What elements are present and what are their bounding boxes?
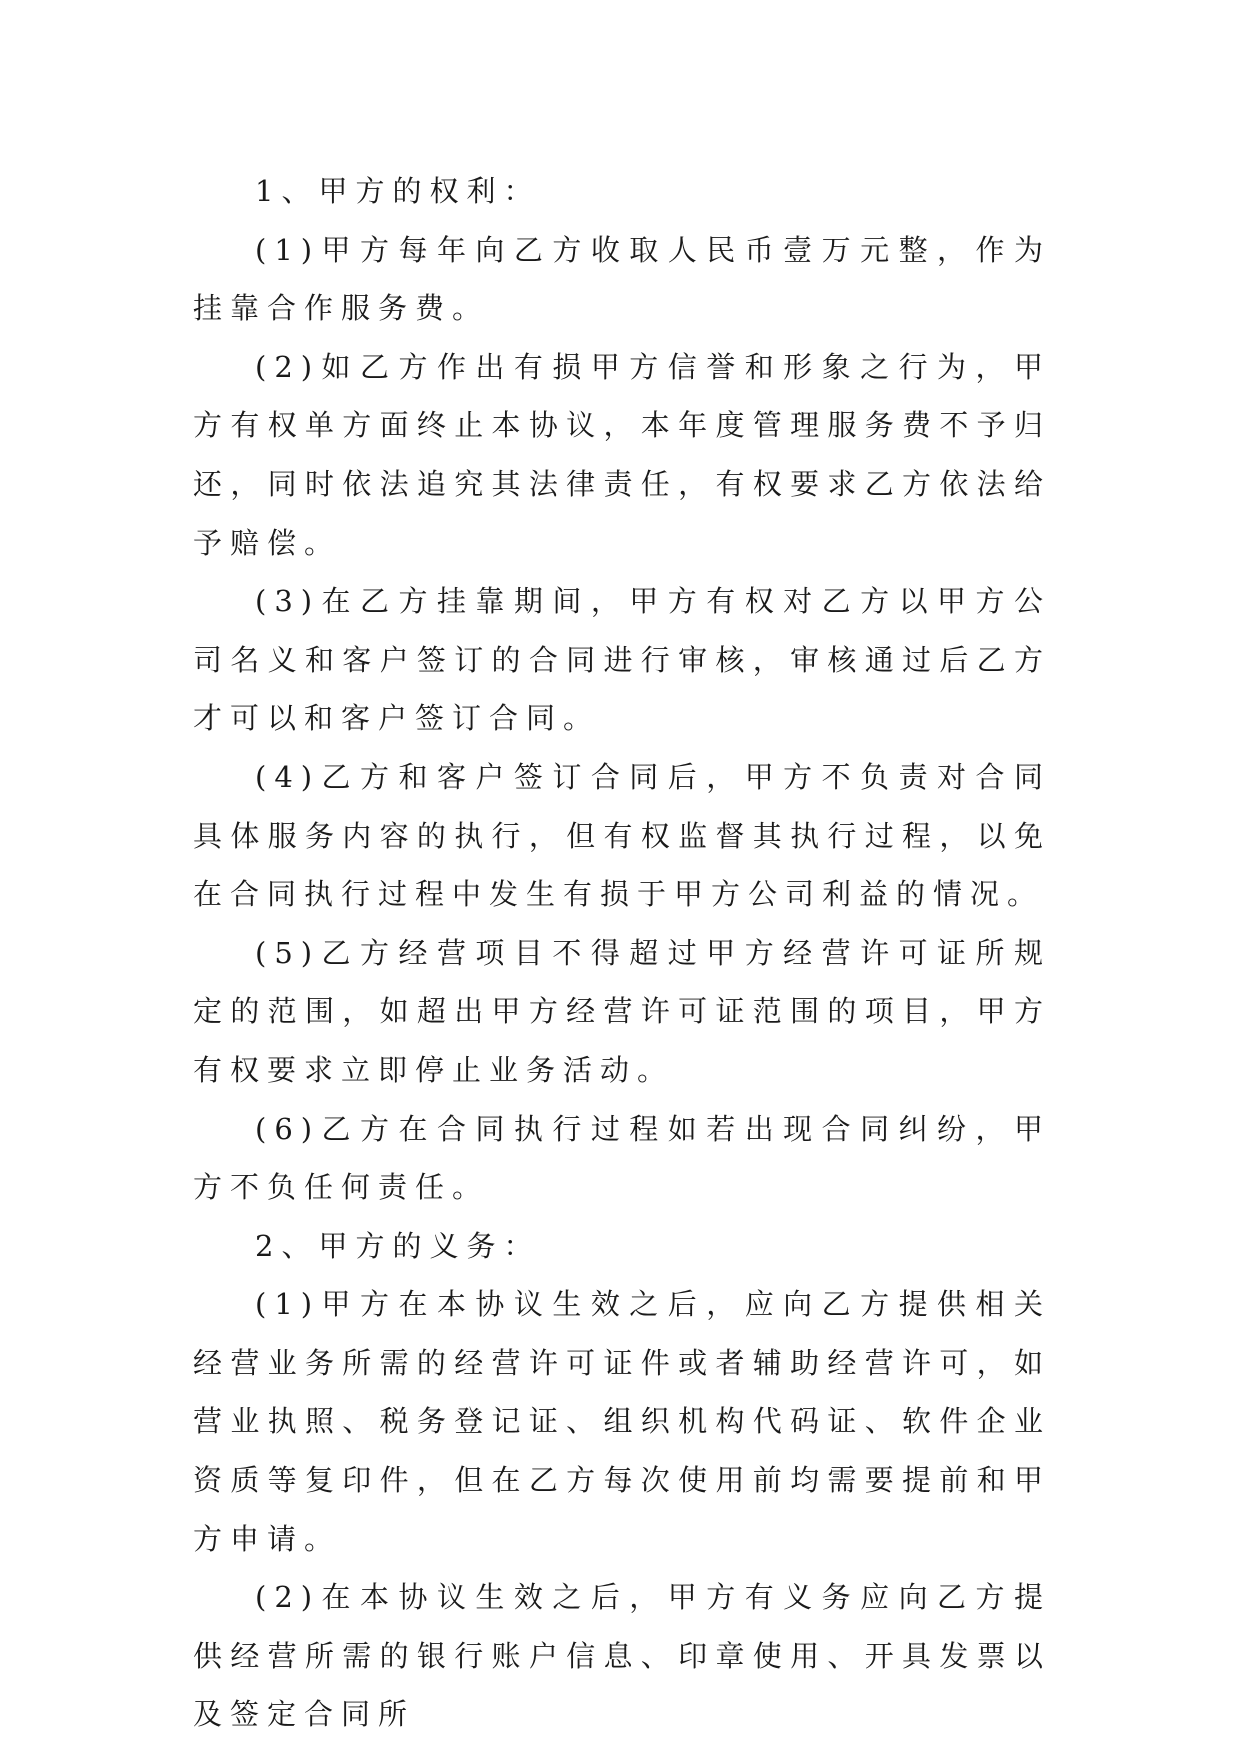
clause-paragraph: (6)乙方在合同执行过程如若出现合同纠纷，甲方不负任何责任。 bbox=[193, 1111, 1051, 1205]
section-heading-party-a-obligations: 2、甲方的义务： bbox=[255, 1228, 541, 1263]
clause-paragraph: (3)在乙方挂靠期间，甲方有权对乙方以甲方公司名义和客户签订的合同进行审核，审核通过后乙方才可以和客户签订合同。 bbox=[193, 584, 1051, 736]
clause-paragraph: (2)在本协议生效之后，甲方有义务应向乙方提供经营所需的银行账户信息、印章使用、开具发票以及签定合同所 bbox=[193, 1580, 1051, 1732]
section-heading-party-a-rights: 1、甲方的权利： bbox=[255, 174, 541, 208]
clause-paragraph: (4)乙方和客户签订合同后，甲方不负责对合同具体服务内容的执行，但有权监督其执行过程，以免在合同执行过程中发生有损于甲方公司利益的情况。 bbox=[193, 759, 1051, 912]
document-body bbox=[193, 162, 1051, 1744]
clause-paragraph: (1)甲方每年向乙方收取人民币壹万元整，作为挂靠合作服务费。 bbox=[193, 232, 1051, 326]
clause-paragraph: (5)乙方经营项目不得超过甲方经营许可证所规定的范围，如超出甲方经营许可证范围的项目，甲方有权要求立即停止业务活动。 bbox=[193, 935, 1051, 1087]
clause-paragraph: (1)甲方在本协议生效之后，应向乙方提供相关经营业务所需的经营许可证件或者辅助经营许可，如营业执照、税务登记证、组织机构代码证、软件企业资质等复印件，但在乙方每次使用前均需要提前和甲方申请。 bbox=[193, 1287, 1051, 1556]
clause-paragraph: (2)如乙方作出有损甲方信誉和形象之行为，甲方有权单方面终止本协议，本年度管理服务费不予归还，同时依法追究其法律责任，有权要求乙方依法给予赔偿。 bbox=[193, 349, 1051, 560]
